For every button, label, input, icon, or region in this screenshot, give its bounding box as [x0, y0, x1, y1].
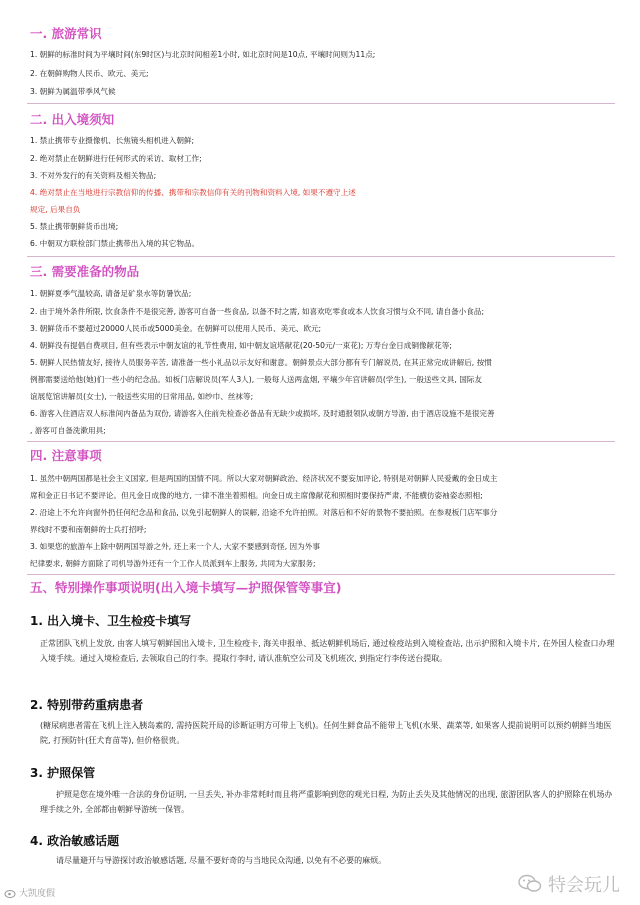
- wechat-watermark: [518, 871, 620, 897]
- rule-line: 6. 中朝双方联检部门禁止携带出入境的其它物品。: [30, 239, 200, 248]
- notice-line: 席和金正日书记不要评论。但凡金日成像的地方, 一律不准坐着照相。向金日成主席像献花和照相时要保持严肃, 不能横仿姿袖姿态照相;: [30, 491, 483, 500]
- notice-line: 纪律要求, 朝鲜方面除了司机导游外还有一个工作人员派到车上服务, 共同为大家服务;: [30, 559, 316, 568]
- subsection-body-passport: 护照是您在境外唯一合法的身份证明, 一旦丢失, 补办非常耗时而且将严重影响到您的观光日程, 为防止丢失及其他情况的出现, 旅游团队客人的护照除在机场办理手续之外, 全部都由朝鲜导游统一保管。: [40, 790, 613, 814]
- notice-line: 界线时不要和南朝鲜的士兵打招呼;: [30, 525, 147, 534]
- rule-line: 3. 不对外发行的有关资料及相关物品;: [30, 171, 157, 180]
- watermark-right-text: 特会玩儿: [548, 875, 620, 896]
- notice-line: 3. 如果您的旅游车上除中朝两国导游之外, 还上来一个人, 大家不要感到奇怪, 因为外事: [30, 542, 320, 551]
- section-divider: [27, 441, 615, 442]
- notice-line: 2. 沿途上不允许向窗外扔任何纪念品和食品, 以免引起朝鲜人的误解, 沿途不允许拍照。对落后和不好的景物不要拍照。在参观板门店军事分: [30, 508, 498, 517]
- item-line: 2. 由于境外条件所限, 饮食条件不是很完善, 游客可自备一些食品, 以备不时之需, 如喜欢吃零食或本人饮食习惯与众不同, 请自备小食品;: [30, 307, 485, 316]
- item-line: 谊展览馆讲解员(女士), 一般送些实用的日常用品, 如纱巾、丝袜等;: [30, 392, 254, 401]
- subsection-body-medication: (糖尿病患者需在飞机上注入胰岛素的, 需持医院开局的诊断证明方可带上飞机)。任何生鲜食品不能带上飞机(水果、蔬菜等, 如果客人提前说明可以预约朝鲜当地医院, 打预防针(狂犬育苗等), 但价格很贵。: [40, 721, 612, 745]
- wechat-icon: [518, 874, 542, 894]
- tip-line: 3. 朝鲜为属温带季风气候: [30, 87, 116, 96]
- subsection-title-entry-card: 1. 出入境卡、卫生检疫卡填写: [30, 614, 192, 628]
- subsection-body-entry-card: 正常团队飞机上发放, 由客人填写朝鲜国出入境卡, 卫生检疫卡, 海关申报单、抵达朝鲜机场后, 通过检疫站到入境检查站, 出示护照和入境卡片, 在外国人检查口办理入境手续。通过入境检查后, 去领取自己的行李。提取行李时, 请认准航空公司及飞机班次, 到指定行李传送台提取。: [40, 639, 615, 663]
- item-line: 例都需要送给他(她)们一些小的纪念品。如板门店解说员(军人3人), 一般每人送两盒烟, 平壤少年宫讲解员(学生), 一般送些文具, 国际友: [30, 375, 482, 384]
- section-divider: [27, 574, 615, 575]
- section-divider: [27, 256, 615, 257]
- watermark-left-text: 大凯度假: [19, 889, 56, 899]
- section-divider: [27, 103, 615, 104]
- warning-line: 规定, 后果自负: [30, 205, 81, 214]
- subsection-title-passport: 3. 护照保管: [30, 766, 96, 780]
- subsection-title-medication: 2. 特别带药重病患者: [30, 698, 144, 712]
- section-title-travel-tips: 一. 旅游常识: [30, 26, 102, 41]
- source-watermark: [4, 886, 55, 899]
- item-line: 6. 游客入住酒店双人标准间内备品为双份, 请游客入住前先检查必备品有无缺少或损坏, 及时通报领队或朝方导游, 由于酒店设施不是很完善: [30, 409, 495, 418]
- item-line: 5. 朝鲜人民热情友好, 接待人员服务辛苦, 请准备一些小礼品以示友好和谢意。朝鲜景点大部分都有专门解说员, 在其正常完成讲解后, 按惯: [30, 358, 492, 367]
- subsection-body-politics: 请尽量避开与导游探讨政治敏感话题, 尽量不要好奇的与当地民众沟通, 以免有不必要的麻烦。: [56, 856, 387, 865]
- item-line: , 游客可自备洗漱用具;: [30, 426, 106, 435]
- subsection-title-politics: 4. 政治敏感话题: [30, 834, 120, 848]
- notice-line: 1. 虽然中朝两国都是社会主义国家, 但是两国的国情不同。所以大家对朝鲜政治、经济状况不要妄加评论, 特别是对朝鲜人民爱戴的金日成主: [30, 474, 498, 483]
- tip-line: 1. 朝鲜的标准时间为平壤时间(东9时区)与北京时间相差1小时, 如北京时间是10点, 平壤时间则为11点;: [30, 50, 376, 59]
- item-line: 1. 朝鲜夏季气温较高, 请备足矿泉水等防暑饮品;: [30, 289, 192, 298]
- section-title-entry-exit: 二. 出入境须知: [30, 112, 115, 127]
- section-title-items: 三. 需要准备的物品: [30, 264, 140, 279]
- rule-line: 5. 禁止携带朝鲜货币出境;: [30, 222, 119, 231]
- tip-line: 2. 在朝鲜购物人民币、欧元、美元;: [30, 69, 149, 78]
- item-line: 3. 朝鲜货币不要超过20000人民币或5000美金。在朝鲜可以使用人民币、美元、欧元;: [30, 324, 322, 333]
- rule-line: 2. 绝对禁止在朝鲜进行任何形式的采访、取材工作;: [30, 154, 202, 163]
- warning-line: 4. 绝对禁止在当地进行宗教信仰的传播、携带和宗教信仰有关的刊物和资料入境, 如果不遵守上述: [30, 188, 356, 197]
- section-title-precautions: 四. 注意事项: [30, 448, 102, 463]
- rule-line: 1. 禁止携带专业摄像机、长焦镜头相机进入朝鲜;: [30, 136, 195, 145]
- weibo-icon: [4, 888, 16, 898]
- item-line: 4. 朝鲜没有提倡自费项目, 但有些表示中朝友谊的礼节性费用, 如中朝友谊塔献花(20-50元/一束花); 万寿台金日成铜像献花等;: [30, 341, 452, 350]
- section-title-special-operations: 五、特别操作事项说明(出入境卡填写—护照保管等事宜): [30, 580, 342, 595]
